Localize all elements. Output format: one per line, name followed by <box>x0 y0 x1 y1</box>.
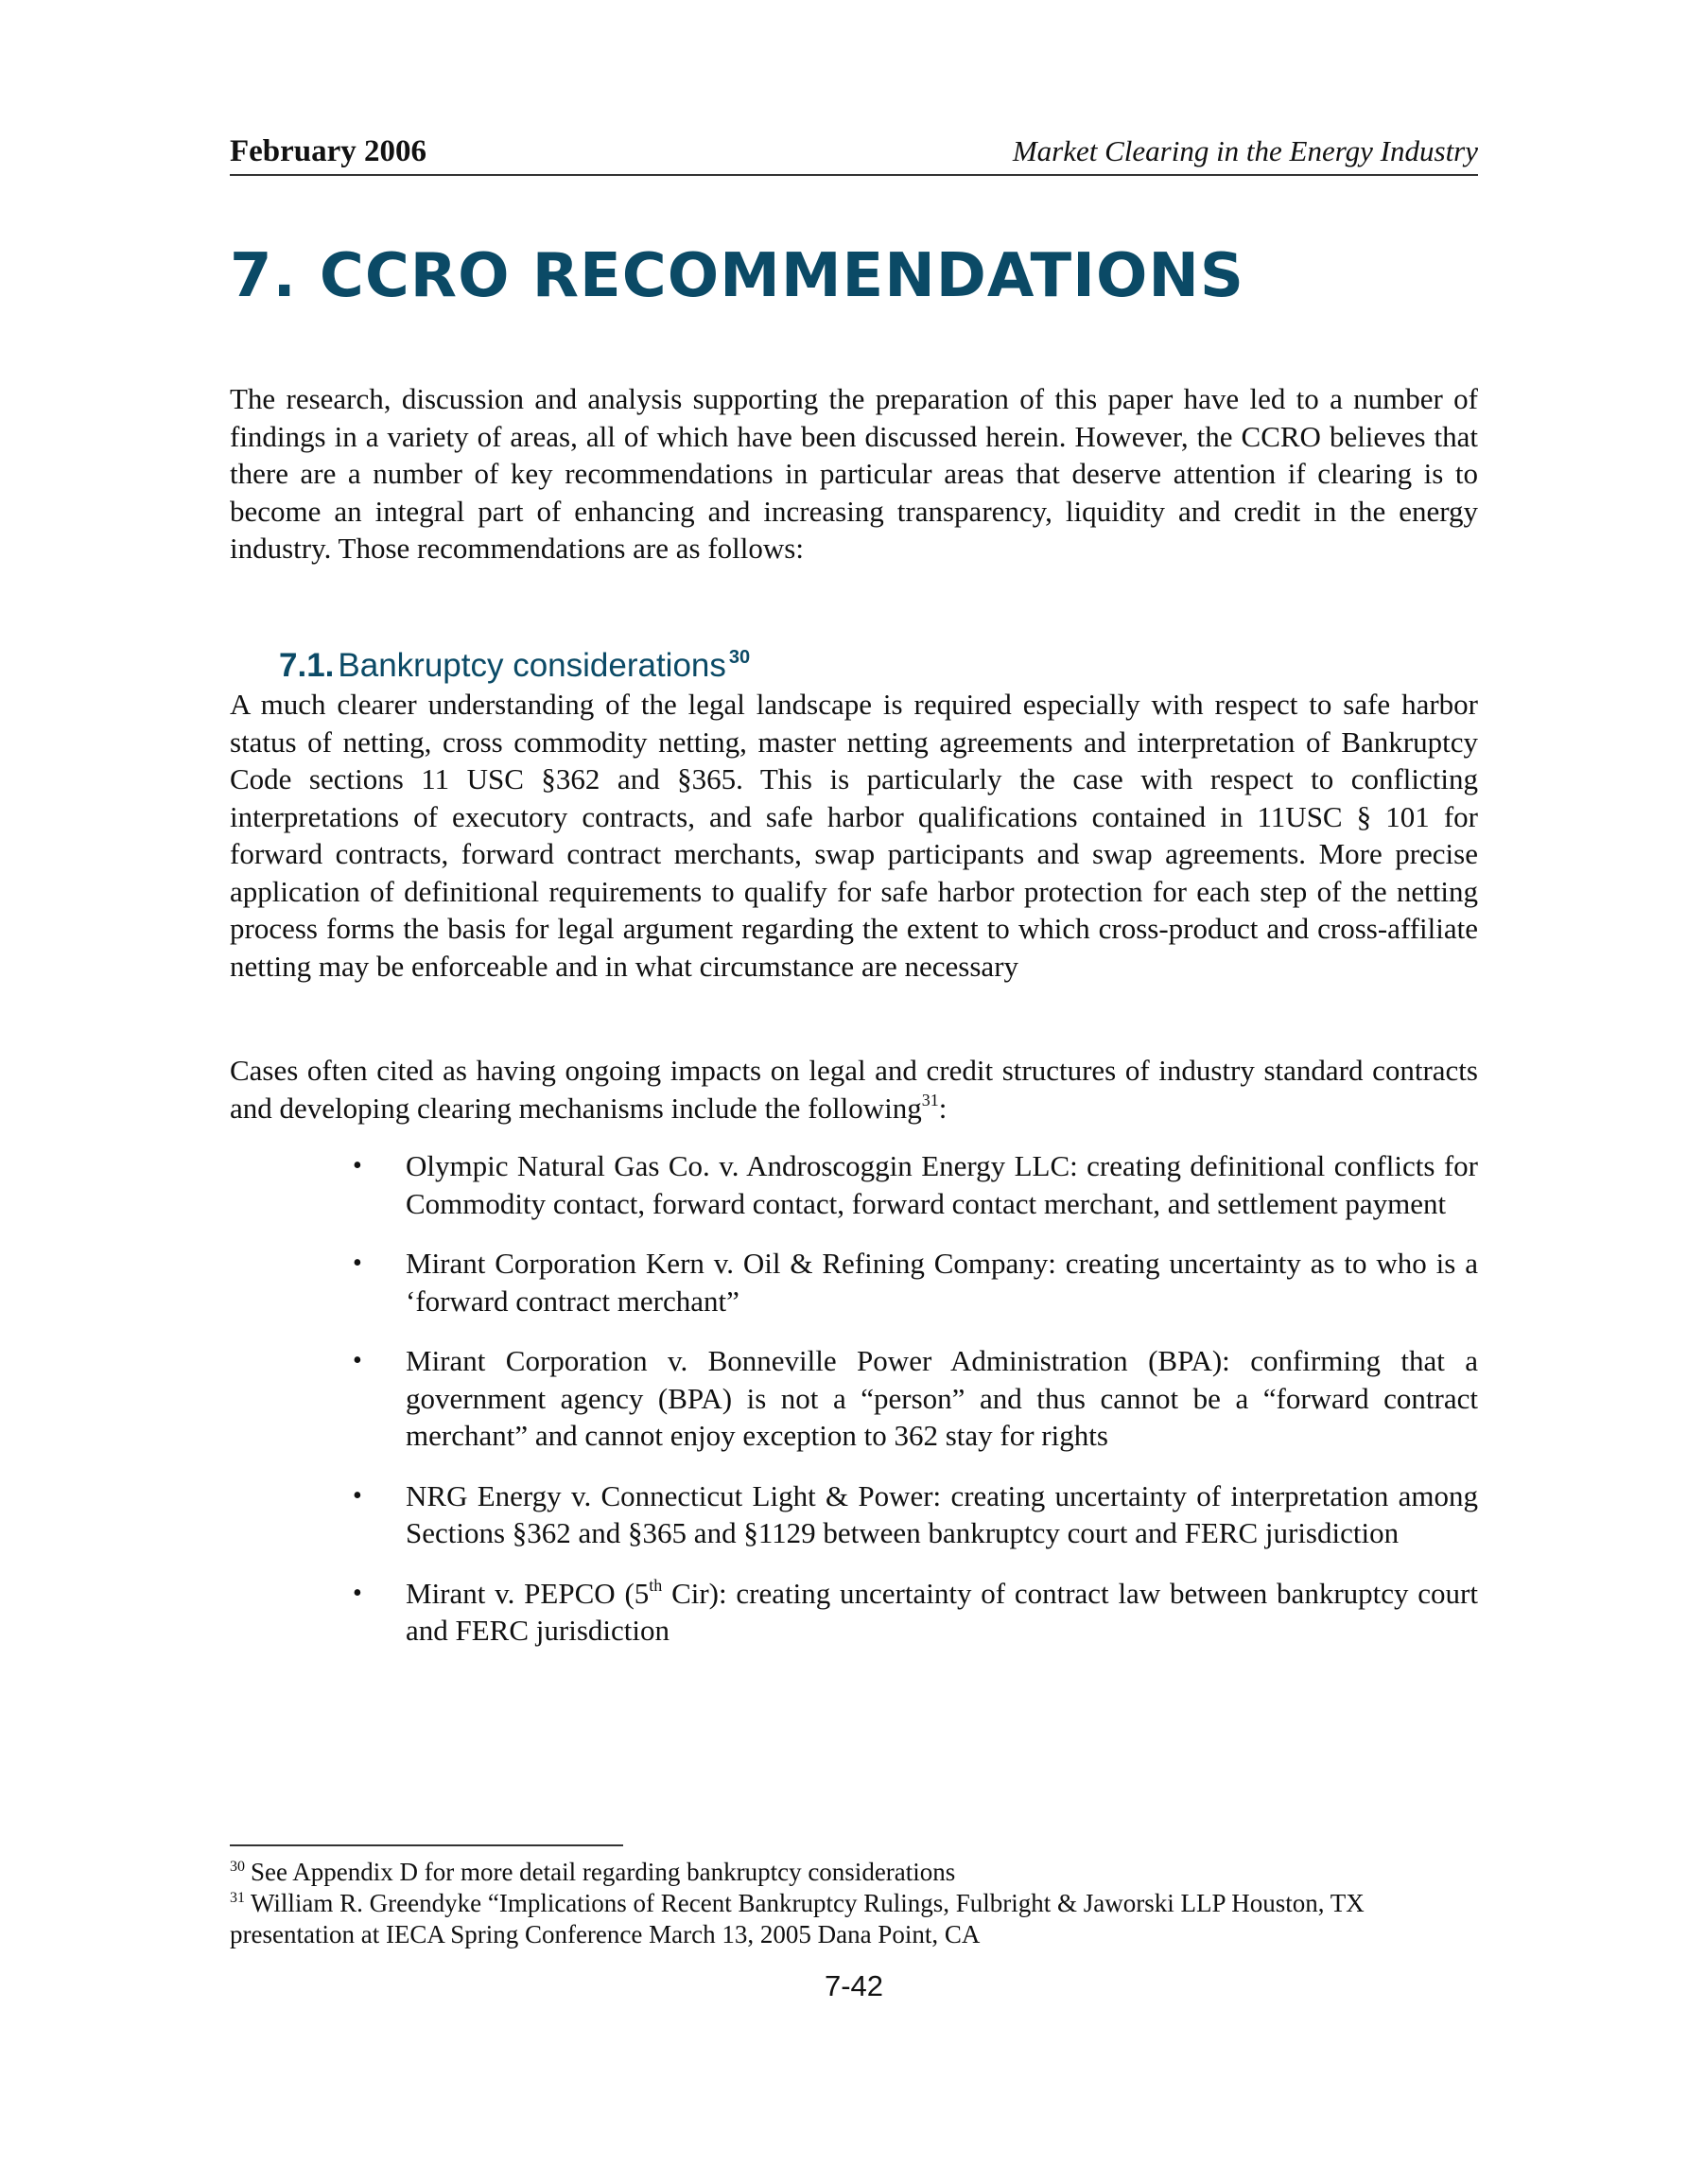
cases-intro-paragraph <box>230 1052 1478 1127</box>
case-text: Mirant Corporation Kern v. Oil & Refining Company: creating uncertainty as to who is a ‘forward contract merchant” <box>406 1247 1478 1318</box>
bullet-icon: • <box>353 1151 362 1180</box>
header-date: February 2006 <box>230 134 427 168</box>
case-list <box>230 1147 1478 1672</box>
header-document-title: Market Clearing in the Energy Industry <box>1012 134 1478 167</box>
section-title: Bankruptcy considerations <box>338 647 726 684</box>
list-item <box>230 1342 1478 1455</box>
document-page <box>230 0 1478 2184</box>
footnote-number: 30 <box>230 1859 245 1875</box>
footnotes <box>230 1857 1478 1950</box>
case-text: Mirant v. PEPCO (5 <box>406 1576 650 1610</box>
chapter-heading <box>230 238 1244 314</box>
page-number: 7-42 <box>824 1969 884 2002</box>
footnote-ref-30[interactable]: 30 <box>728 647 751 668</box>
ordinal-suffix: th <box>649 1575 663 1595</box>
footnote-number: 31 <box>230 1890 245 1906</box>
bullet-icon: • <box>353 1249 362 1278</box>
list-item <box>230 1245 1478 1319</box>
footnote-text: William R. Greendyke “Implications of Recent Bankruptcy Rulings, Fulbright & Jaworski LLP Houston, TX presentation at IECA Spring Conference March 13, 2005 Dana Point, CA <box>230 1889 1365 1948</box>
footnote-ref-31[interactable]: 31 <box>921 1090 939 1109</box>
case-text: Olympic Natural Gas Co. v. Androscoggin Energy LLC: creating definitional conflicts for Commodity contact, forward contact, forward contact merchant, and settlement payment <box>406 1149 1478 1220</box>
intro-paragraph: The research, discussion and analysis supporting the preparation of this paper have led to a number of findings in a variety of areas, all of which have been discussed herein. However, the CCRO believes that there are a number of key recommendations in particular areas that deserve attention if clearing is to become an integral part of enhancing and increasing transparency, liquidity and credit in the energy industry. Those recommendations are as follows: <box>230 382 1478 565</box>
bullet-icon: • <box>353 1578 362 1608</box>
section-number: 7.1. <box>279 647 335 684</box>
list-item <box>230 1147 1478 1222</box>
footnote-31 <box>230 1888 1478 1950</box>
list-item <box>230 1575 1478 1650</box>
running-header <box>230 132 1478 176</box>
chapter-title: CCRO RECOMMENDATIONS <box>319 241 1244 311</box>
footnote-divider <box>230 1844 623 1846</box>
cases-intro-text: Cases often cited as having ongoing impacts on legal and credit structures of industry standard contracts and developing clearing mechanisms include the following <box>230 1054 1478 1125</box>
bullet-icon: • <box>353 1480 362 1511</box>
case-text-continued: Cir): creating uncertainty of contract law between bankruptcy court and FERC jurisdiction <box>406 1576 1478 1647</box>
cases-intro-colon: : <box>938 1091 948 1125</box>
case-text: Mirant Corporation v. Bonneville Power Administration (BPA): confirming that a government agency (BPA) is not a “person” and thus cannot be a “forward contract merchant” and cannot enjoy exception to 362 stay for rights <box>406 1344 1478 1452</box>
list-item <box>230 1477 1478 1552</box>
chapter-number: 7. <box>230 241 297 311</box>
bankruptcy-paragraph: A much clearer understanding of the legal landscape is required especially with respect to safe harbor status of netting, cross commodity netting, master netting agreements and interpretation of Bankruptcy Code sections 11 USC §362 and §365. This is particularly the case with respect to conflicting interpretations of executory contracts, and safe harbor qualifications contained in 11USC § 101 for forward contracts, forward contract merchants, swap participants and swap agreements. More precise application of definitional requirements to qualify for safe harbor protection for each step of the netting process forms the basis for legal argument regarding the extent to which cross-product and cross-affiliate netting may be enforceable and in what circumstance are necessary <box>230 688 1478 983</box>
footnote-30 <box>230 1857 1478 1888</box>
footnote-text: See Appendix D for more detail regarding bankruptcy considerations <box>251 1858 956 1886</box>
bullet-icon: • <box>353 1346 362 1375</box>
section-heading <box>279 645 750 687</box>
case-text: NRG Energy v. Connecticut Light & Power: creating uncertainty of interpretation among Sections §362 and §365 and §1129 between bankruptcy court and FERC jurisdiction <box>406 1478 1478 1549</box>
